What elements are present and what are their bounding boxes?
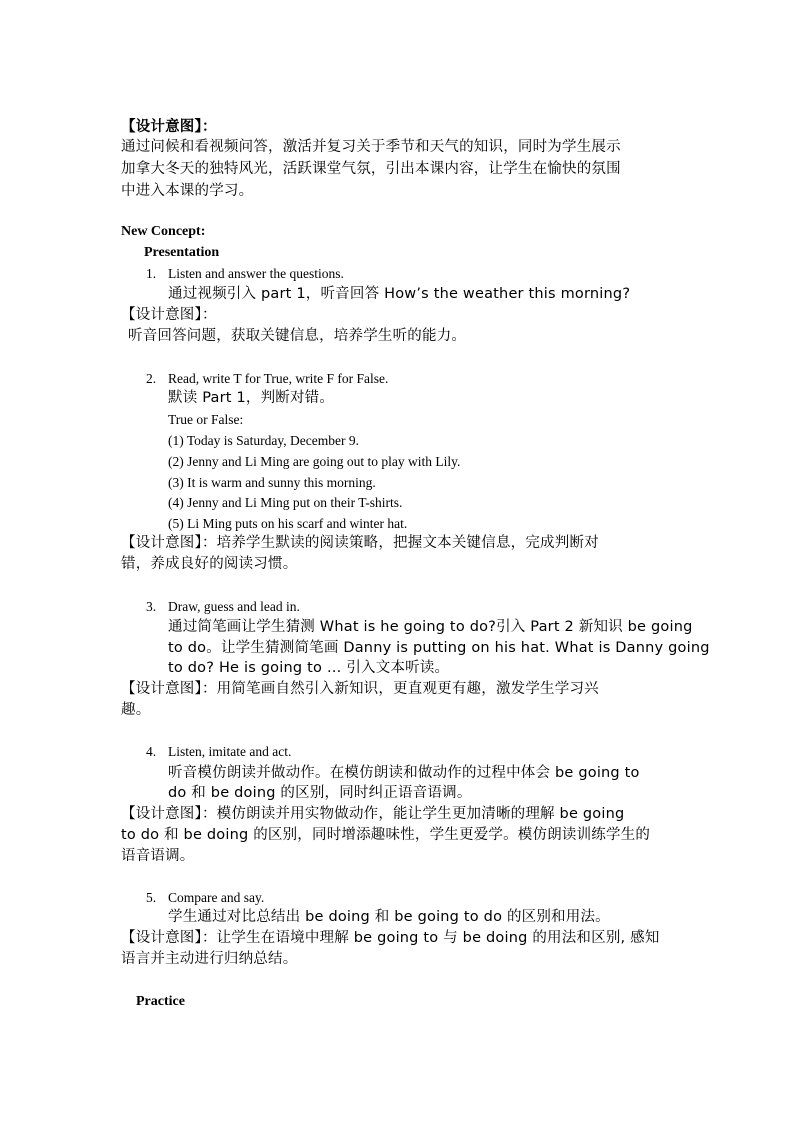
design-intent-text-line: 加拿大冬天的独特风光，活跃课堂气氛，引出本课内容，让学生在愉快的氛围 xyxy=(121,161,621,177)
statement: (2) Jenny and Li Ming are going out to play with Lily. xyxy=(168,454,461,469)
list-item-detail-line: to do。让学生猜测简笔画 Danny is putting on his hat. What is Danny going xyxy=(168,640,710,656)
statement: (5) Li Ming puts on his scarf and winter hat. xyxy=(168,516,408,531)
design-intent-text-line: 【设计意图】：让学生在语境中理解 be going to 与 be doing 的用法和区别, 感知 xyxy=(121,930,660,946)
design-intent-label: 【设计意图】： xyxy=(121,307,217,323)
statement: (3) It is warm and sunny this morning. xyxy=(168,475,376,490)
design-intent-text-line: to do 和 be doing 的区别，同时增添趣味性，学生更爱学。模仿朗读训练学生的 xyxy=(121,827,651,843)
design-intent-text-line: 语言并主动进行归纳总结。 xyxy=(121,951,298,967)
list-item-detail: 默读 Part 1，判断对错。 xyxy=(168,390,335,406)
design-intent-text-line: 中进入本课的学习。 xyxy=(121,183,254,199)
design-intent-text-line: 错，养成良好的阅读习惯。 xyxy=(121,556,298,572)
section-heading-new-concept: New Concept: xyxy=(121,224,206,239)
list-item-detail-line: 听音模仿朗读并做动作。在模仿朗读和做动作的过程中体会 be going to xyxy=(168,765,640,781)
list-item-title: Read, write T for True, write F for False. xyxy=(168,371,389,386)
true-false-label: True or False: xyxy=(168,412,244,427)
list-item-title: Listen and answer the questions. xyxy=(168,266,344,281)
list-item-detail-line: 通过简笔画让学生猜测 What is he going to do?引入 Part 2 新知识 be going xyxy=(168,619,693,635)
design-intent-text-line: 语音语调。 xyxy=(121,848,195,864)
list-number: 2. xyxy=(146,371,157,386)
design-intent-text-line: 通过问候和看视频问答，激活并复习关于季节和天气的知识，同时为学生展示 xyxy=(121,139,621,155)
list-item-detail-line: do 和 be doing 的区别，同时纠正语音语调。 xyxy=(168,785,472,801)
subsection-heading-practice: Practice xyxy=(136,994,185,1009)
statement: (4) Jenny and Li Ming put on their T-shirts. xyxy=(168,495,403,510)
design-intent-text-line: 【设计意图】：用简笔画自然引入新知识，更直观更有趣，激发学生学习兴 xyxy=(121,681,599,697)
design-intent-text-line: 趣。 xyxy=(121,702,151,718)
subsection-heading-presentation: Presentation xyxy=(144,245,220,260)
list-number: 1. xyxy=(146,266,157,281)
statement: (1) Today is Saturday, December 9. xyxy=(168,433,359,448)
list-number: 3. xyxy=(146,599,157,614)
design-intent-label: 【设计意图】： xyxy=(121,119,217,135)
list-item-title: Compare and say. xyxy=(168,890,265,905)
list-item-title: Draw, guess and lead in. xyxy=(168,599,300,614)
list-number: 5. xyxy=(146,890,157,905)
list-item-detail: 学生通过对比总结出 be doing 和 be going to do 的区别和用法。 xyxy=(168,909,610,925)
list-item-detail: 通过视频引入 part 1，听音回答 How’s the weather this morning? xyxy=(168,286,631,302)
list-item-detail-line: to do? He is going to … 引入文本听读。 xyxy=(168,660,450,676)
design-intent-text-line: 听音回答问题，获取关键信息，培养学生听的能力。 xyxy=(128,328,467,344)
design-intent-text-line: 【设计意图】：培养学生默读的阅读策略，把握文本关键信息，完成判断对 xyxy=(121,535,599,551)
list-item-title: Listen, imitate and act. xyxy=(168,744,292,759)
design-intent-text-line: 【设计意图】：模仿朗读并用实物做动作，能让学生更加清晰的理解 be going xyxy=(121,806,625,822)
list-number: 4. xyxy=(146,744,157,759)
